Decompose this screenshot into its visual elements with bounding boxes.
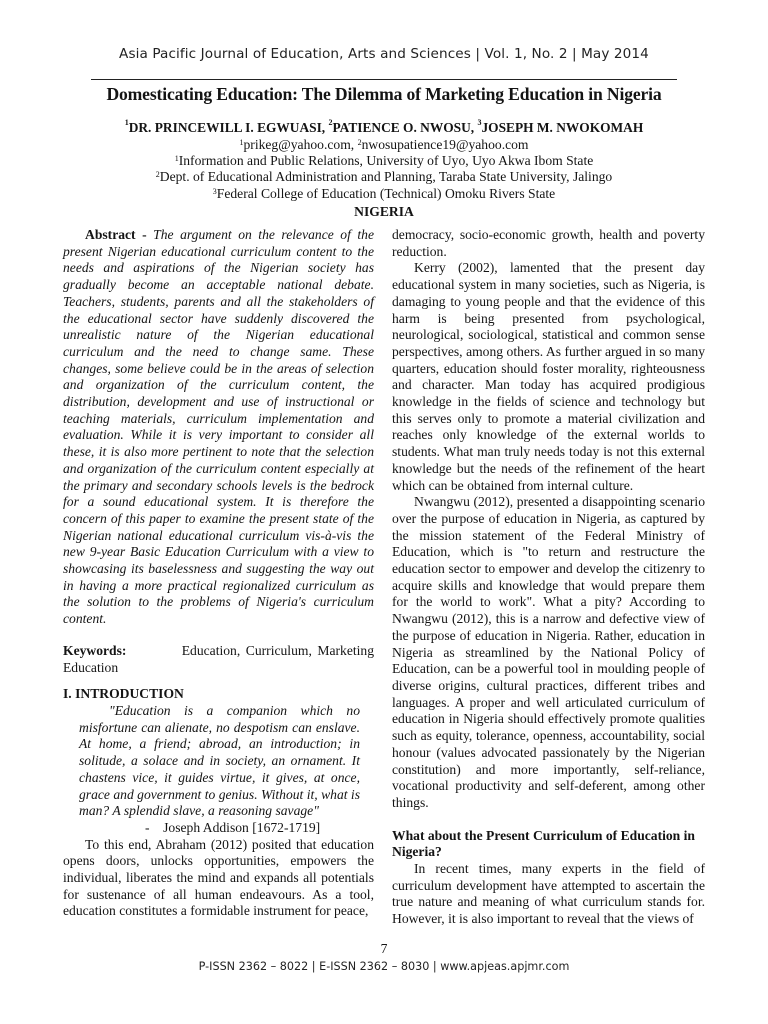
header-rule xyxy=(91,79,677,80)
epigraph-quote: "Education is a companion which no misfortune can alienate, no despotism can enslave. At home, a friend; abroad, an introduction; in solitude, a solace and in society, an ornament. It chastens vice, it guides virtue, it gives, at once, grace and government to genius. Without it, what is man? A splendid slave, a reasoning savage" xyxy=(79,702,360,819)
country-label: NIGERIA xyxy=(354,204,414,219)
email-1-sup: 1 xyxy=(239,138,244,147)
affiliation-3-sup: 3 xyxy=(212,187,217,196)
author-1-sup: 1 xyxy=(124,118,129,127)
affiliation-3 xyxy=(0,186,768,202)
affiliation-2 xyxy=(0,169,768,185)
epigraph-attribution: - Joseph Addison [1672-1719] xyxy=(145,819,321,835)
abstract xyxy=(63,227,374,628)
author-3-sup: 3 xyxy=(477,118,482,127)
abstract-label: Abstract - xyxy=(85,227,154,242)
keywords xyxy=(63,643,374,676)
section-heading-introduction: I. INTRODUCTION xyxy=(63,686,184,702)
abstract-text: The argument on the relevance of the present Nigerian educational curriculum content to the needs and aspirations of the Nigerian society has gradually become an acceptable national debate. Teachers, students, parents and all the stakeholders of the educational sector have suddenly discovered the unrealistic nature of the Nigerian educational curriculum and the need to change same. These changes, some believe could be in the areas of selection and organization of the curriculum content, the distribution, development and use of instructional or teaching materials, curriculum implementation and evaluation. While it is very important to consider all these, it is also more pertinent to note that the selection and organization of the curriculum content especially at the primary and secondary schools levels is the bedrock for a sound educational system. It is therefore the concern of this paper to examine the present state of the Nigerian national educational curriculum vis-à-vis the new 9-year Basic Education Curriculum with a view to showcasing its baselessness and suggesting the way out in having a more practical regionalized curriculum as the solution to the problems of Nigeria's curriculum content. xyxy=(63,227,374,627)
affiliation-2-sup: 2 xyxy=(155,170,160,179)
affiliation-1-text: Information and Public Relations, University of Uyo, Uyo Akwa Ibom State xyxy=(178,153,594,168)
author-list xyxy=(0,120,768,136)
page-footer: P-ISSN 2362 – 8022 | E-ISSN 2362 – 8030 | www.apjeas.apjmr.com xyxy=(198,960,570,973)
paragraph-recent-times: In recent times, many experts in the field of curriculum development have attempted to ascertain the true nature and meaning of what curriculum stands for. However, it is also important to reveal that the views of xyxy=(392,861,705,927)
keywords-text: Education, Curriculum, Marketing Education xyxy=(63,642,374,675)
email-2[interactable]: nwosupatience19@yahoo.com xyxy=(361,137,529,152)
page-number: 7 xyxy=(380,941,388,956)
keywords-label: Keywords: xyxy=(63,642,127,658)
affiliation-3-text: Federal College of Education (Technical) Omoku Rivers State xyxy=(216,186,556,201)
intro-paragraph-1: To this end, Abraham (2012) posited that education opens doors, unlocks opportunities, empowers the individual, liberates the mind and expands all potentials for sustenance of all human endeavours. As a tool, education constitutes a formidable instrument for peace, xyxy=(63,836,374,919)
paragraph-nwangwu: Nwangwu (2012), presented a disappointing scenario over the purpose of education in Nigeria, as captured by the mission statement of the Federal Ministry of Education, which is "to return and restructure the education sector to empower and develop the citizenry to acquire skills and knowledge that would prepare them for the world to work". What a pity? According to Nwangwu (2012), this is a narrow and defective view of the purpose of education in Nigeria. Rather, education in Nigeria as streamlined by the National Policy of Education, can be a powerful tool in moulding people of diverse origins, cultural practices, different tribes and languages. A proper and well articulated curriculum of education in Nigeria should effectively promote qualities such as equity, tolerance, openness, accountability, social honour (values advocated passionately by the Nigerian constitution) and more importantly, self-reliance, vocational productivity and self-deferent, among other things. xyxy=(392,494,705,810)
affiliation-1-sup: 1 xyxy=(174,154,179,163)
email-2-sup: 2 xyxy=(357,138,362,147)
author-emails xyxy=(0,137,768,153)
left-column xyxy=(63,227,374,920)
paragraph-kerry: Kerry (2002), lamented that the present day educational system in many societies, such as Nigeria, is damaging to young people and that the evidence of this harm is being presented from psychological, neurological, sociological, statistical and common sense perspectives, among others. As further argued in so many quarters, education should foster morality, righteousness and character. Man today has acquired prodigious knowledge in the fields of science and technology but this serves only to promote a material civilization and reaches only knowledge of the external worlds to students. What man truly needs today is not this external knowledge but the needs of the refinement of the heart which can be obtained from internal culture. xyxy=(392,260,705,493)
author-2-sup: 2 xyxy=(328,118,333,127)
author-2: PATIENCE O. NWOSU, xyxy=(332,120,478,135)
email-1[interactable]: prikeg@yahoo.com, xyxy=(243,137,358,152)
author-3: JOSEPH M. NWOKOMAH xyxy=(481,120,644,135)
journal-header: Asia Pacific Journal of Education, Arts and Sciences | Vol. 1, No. 2 | May 2014 xyxy=(119,46,649,62)
right-column xyxy=(392,227,705,928)
affiliation-1 xyxy=(0,153,768,169)
paper-title: Domesticating Education: The Dilemma of Marketing Education in Nigeria xyxy=(106,84,662,104)
section-heading-present-curriculum: What about the Present Curriculum of Education in Nigeria? xyxy=(392,827,695,860)
affiliation-2-text: Dept. of Educational Administration and Planning, Taraba State University, Jalingo xyxy=(159,169,613,184)
author-1: DR. PRINCEWILL I. EGWUASI, xyxy=(128,120,329,135)
right-continuation: democracy, socio-economic growth, health and poverty reduction. xyxy=(392,227,705,259)
